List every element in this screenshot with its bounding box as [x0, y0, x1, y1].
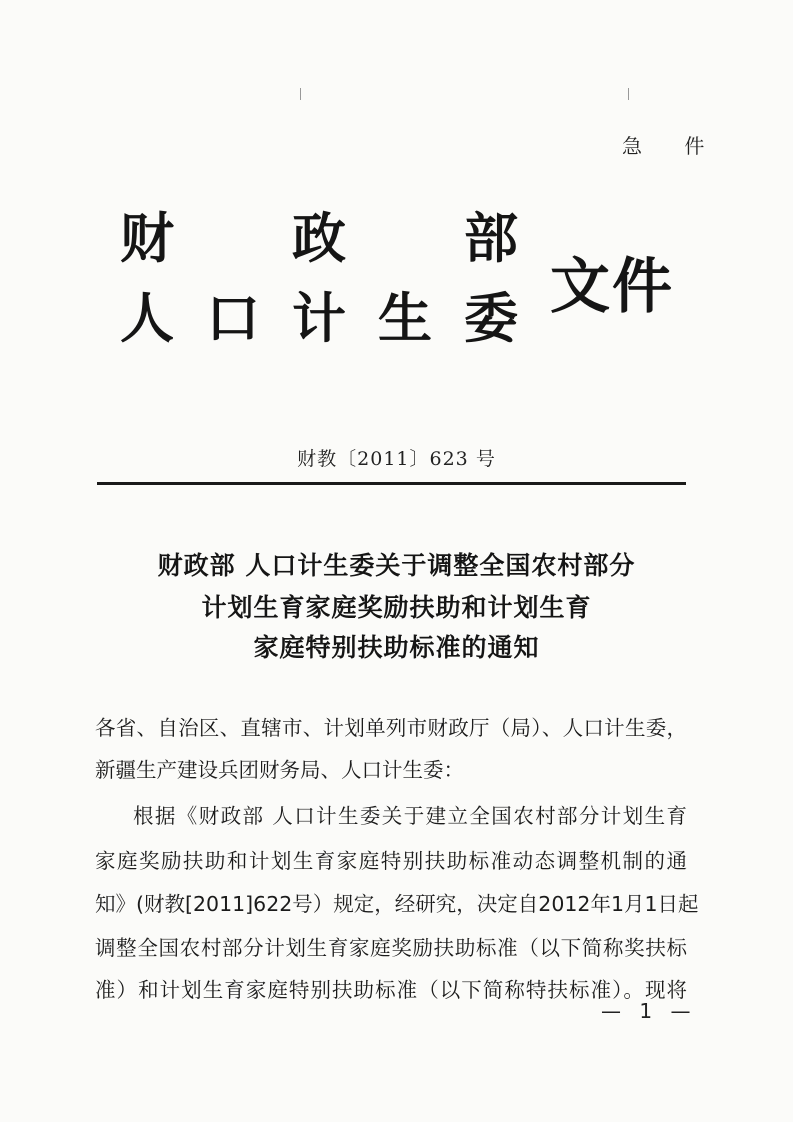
scan-tick-mark	[628, 88, 629, 100]
body-text-line: 根据《财政部 人口计生委关于建立全国农村部分计划生育	[133, 804, 687, 828]
issuer-char: 财	[120, 207, 174, 270]
document-number: 财教〔2011〕623 号	[297, 448, 496, 470]
issuer-char: 委	[464, 287, 518, 350]
document-title-line: 家庭特别扶助标准的通知	[253, 633, 540, 662]
issuer-char: 口	[206, 287, 260, 350]
issuer-char: 人	[120, 287, 174, 350]
page-number: — 1 —	[601, 999, 697, 1023]
issuer-ministry-of-finance	[120, 196, 518, 273]
body-text-line: 知》(财教[2011]622号）规定，经研究，决定自2012年1月1日起	[95, 892, 699, 916]
issuer-char: 政	[292, 207, 346, 270]
body-text-line: 准）和计划生育家庭特别扶助标准（以下简称特扶标准）。现将	[95, 978, 687, 1002]
body-text-line: 家庭奖励扶助和计划生育家庭特别扶助标准动态调整机制的通	[95, 849, 687, 873]
issuer-char: 计	[292, 287, 346, 350]
document-title-line: 财政部 人口计生委关于调整全国农村部分	[157, 551, 636, 580]
header-divider	[97, 482, 686, 485]
body-text-line: 调整全国农村部分计划生育家庭奖励扶助标准（以下简称奖扶标	[95, 936, 687, 960]
document-suffix: 文件	[550, 252, 674, 322]
issuer-char: 部	[464, 207, 518, 270]
body-text-line: 各省、自治区、直辖市、计划单列市财政厅（局）、人口计生委，	[95, 716, 687, 740]
body-text-line: 新疆生产建设兵团财务局、人口计生委：	[95, 758, 464, 782]
issuer-char: 生	[378, 287, 432, 350]
urgency-label: 急 件	[622, 134, 723, 158]
document-title-line: 计划生育家庭奖励扶助和计划生育	[201, 593, 592, 622]
issuer-population-commission	[120, 276, 518, 353]
scan-tick-mark	[300, 88, 301, 100]
